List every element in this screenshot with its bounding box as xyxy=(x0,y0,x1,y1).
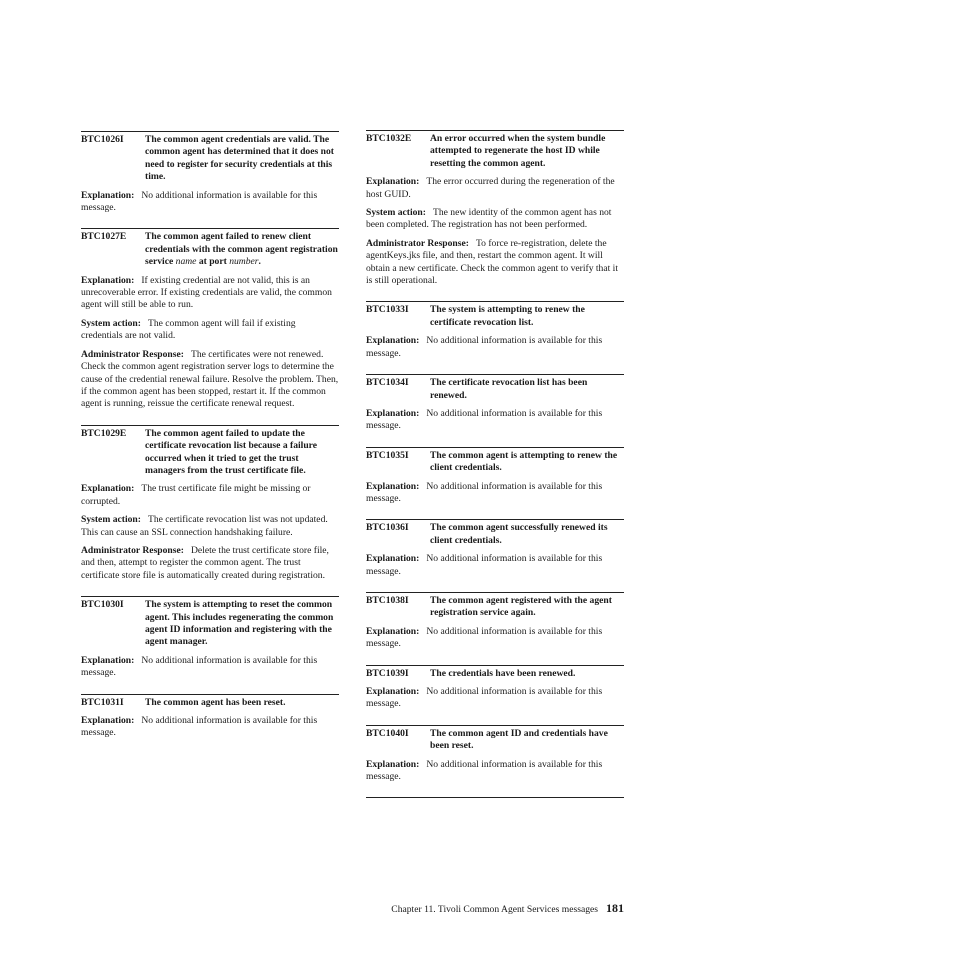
paragraph-label: Administrator Response: xyxy=(81,348,184,360)
paragraph-label: Administrator Response: xyxy=(366,237,469,249)
paragraph-text: No additional information is available for this message. xyxy=(366,625,603,650)
message-title: The common agent failed to update the certificate revocation list because a failure occurred when it tried to get the trust managers from the trust certificate file. xyxy=(145,427,318,476)
message-id: BTC1033I xyxy=(366,304,409,316)
paragraph-label: System action: xyxy=(366,207,426,219)
message-paragraph xyxy=(81,655,339,680)
message-title: The common agent has been reset. xyxy=(145,696,286,708)
message-title-text: . xyxy=(258,256,261,268)
message-paragraph xyxy=(81,349,339,411)
message-entry xyxy=(366,374,624,433)
paragraph-text: Delete the trust certificate store file, and then, attempt to register the common agent. The trust certificate store file is automatically created during registration. xyxy=(81,544,329,581)
paragraph-label: Explanation: xyxy=(81,715,135,727)
message-id: BTC1039I xyxy=(366,667,409,679)
page-footer xyxy=(376,901,624,916)
right-column xyxy=(366,130,624,798)
paragraph-label: Explanation: xyxy=(366,553,420,565)
message-entry xyxy=(366,665,624,711)
message-paragraph xyxy=(366,759,624,784)
message-entry xyxy=(81,694,339,740)
message-paragraph xyxy=(81,190,339,215)
message-id: BTC1038I xyxy=(366,594,409,606)
message-id: BTC1030I xyxy=(81,599,124,611)
paragraph-label: System action: xyxy=(81,317,141,329)
message-variable: number xyxy=(229,256,259,268)
paragraph-label: Administrator Response: xyxy=(81,544,184,556)
paragraph-text: The certificates were not renewed. Check the common agent registration server logs to determine the cause of the credential renewal failure. Resolve the problem. Then, if the common agent has been stopped, restart it. If the common agent is running, reissue the certificate renewal request. xyxy=(81,348,339,410)
message-paragraph xyxy=(366,335,624,360)
message-title: The common agent successfully renewed its client credentials. xyxy=(430,522,608,546)
message-header xyxy=(366,728,624,753)
paragraph-label: Explanation: xyxy=(366,176,420,188)
paragraph-text: No additional information is available for this message. xyxy=(366,758,603,783)
message-title: The system is attempting to reset the common agent. This includes regenerating the common agent ID information and registering with the agent manager. xyxy=(145,599,334,648)
message-title xyxy=(145,231,339,268)
message-title: The system is attempting to renew the certificate revocation list. xyxy=(430,304,585,328)
message-entry xyxy=(366,592,624,651)
message-header xyxy=(81,428,339,478)
message-paragraph xyxy=(366,238,624,288)
message-title-text: at port xyxy=(196,256,230,268)
message-id: BTC1027E xyxy=(81,231,127,243)
message-paragraph xyxy=(81,715,339,740)
paragraph-text: The error occurred during the regeneration of the host GUID. xyxy=(366,176,615,200)
message-paragraph xyxy=(81,318,339,343)
message-header xyxy=(81,697,339,709)
paragraph-label: Explanation: xyxy=(81,483,135,495)
message-entry xyxy=(81,131,339,214)
message-title: The common agent credentials are valid. The common agent has determined that it does not need to register for security credentials at this time. xyxy=(145,134,334,183)
paragraph-text: No additional information is available for this message. xyxy=(81,715,318,739)
paragraph-label: Explanation: xyxy=(81,189,135,201)
message-id: BTC1040I xyxy=(366,727,409,739)
message-entry xyxy=(366,301,624,360)
message-entry xyxy=(366,130,624,287)
paragraph-label: Explanation: xyxy=(366,686,420,697)
message-title: The certificate revocation list has been renewed. xyxy=(430,377,588,401)
message-header xyxy=(81,231,339,268)
message-paragraph xyxy=(366,176,624,201)
paragraph-label: Explanation: xyxy=(81,654,135,666)
message-id: BTC1031I xyxy=(81,696,124,708)
paragraph-text: The certificate revocation list was not updated. This can cause an SSL connection handshaking failure. xyxy=(81,514,328,538)
column-end-rule xyxy=(366,797,624,798)
paragraph-label: System action: xyxy=(81,514,141,526)
message-id: BTC1034I xyxy=(366,377,409,389)
paragraph-text: If existing credential are not valid, this is an unrecoverable error. If existing credentials are valid, the common agent will still be able to run. xyxy=(81,274,332,311)
message-entry xyxy=(81,596,339,679)
message-title: The common agent is attempting to renew the client credentials. xyxy=(430,449,618,474)
message-title: An error occurred when the system bundle attempted to regenerate the host ID while resetting the common agent. xyxy=(430,133,606,169)
paragraph-text: The new identity of the common agent has not been completed. The registration has not been performed. xyxy=(366,207,612,231)
message-paragraph xyxy=(366,481,624,506)
message-id: BTC1032E xyxy=(366,133,412,144)
message-paragraph xyxy=(81,545,339,582)
message-title-text: The common agent failed to renew client credentials with the common agent registration service xyxy=(145,231,338,268)
paragraph-text: No additional information is available for this message. xyxy=(81,189,318,214)
paragraph-text: No additional information is available for this message. xyxy=(366,553,603,577)
message-paragraph xyxy=(366,686,624,711)
paragraph-text: No additional information is available for this message. xyxy=(366,335,603,359)
message-entry xyxy=(81,228,339,410)
message-paragraph xyxy=(81,514,339,539)
message-id: BTC1035I xyxy=(366,449,409,461)
message-paragraph xyxy=(366,553,624,578)
paragraph-text: No additional information is available for this message. xyxy=(366,686,603,710)
message-title: The credentials have been renewed. xyxy=(430,667,576,679)
message-paragraph xyxy=(81,483,339,508)
paragraph-label: Explanation: xyxy=(366,335,420,347)
message-paragraph xyxy=(81,275,339,312)
message-id: BTC1029E xyxy=(81,427,127,439)
paragraph-text: No additional information is available for this message. xyxy=(366,480,603,504)
message-title: The common agent registered with the agent registration service again. xyxy=(430,594,612,619)
message-header xyxy=(366,522,624,547)
paragraph-label: Explanation: xyxy=(366,758,420,770)
left-column xyxy=(81,131,339,754)
message-header xyxy=(366,595,624,620)
paragraph-label: Explanation: xyxy=(366,407,420,419)
message-header xyxy=(366,377,624,402)
footer-chapter: Chapter 11. Tivoli Common Agent Services messages xyxy=(391,904,598,915)
message-variable: name xyxy=(175,256,197,268)
message-id: BTC1026I xyxy=(81,134,124,145)
message-header xyxy=(366,450,624,475)
message-entry xyxy=(366,725,624,784)
paragraph-label: Explanation: xyxy=(366,480,420,492)
message-entry xyxy=(366,447,624,506)
paragraph-label: Explanation: xyxy=(81,274,135,286)
message-paragraph xyxy=(366,207,624,232)
message-paragraph xyxy=(366,626,624,651)
paragraph-text: The trust certificate file might be missing or corrupted. xyxy=(81,483,311,507)
message-paragraph xyxy=(366,408,624,433)
message-header xyxy=(81,134,339,184)
paragraph-text: No additional information is available for this message. xyxy=(81,654,318,679)
message-header xyxy=(366,133,624,170)
page-number: 181 xyxy=(606,901,624,915)
paragraph-text: The common agent will fail if existing credentials are not valid. xyxy=(81,317,296,342)
message-header xyxy=(366,304,624,329)
message-entry xyxy=(81,425,339,582)
message-title: The common agent ID and credentials have been reset. xyxy=(430,727,608,752)
paragraph-text: No additional information is available for this message. xyxy=(366,407,603,432)
message-entry xyxy=(366,519,624,578)
message-header xyxy=(366,668,624,680)
message-id: BTC1036I xyxy=(366,522,409,534)
paragraph-text: To force re-registration, delete the agentKeys.jks file, and then, restart the common agent. It will obtain a new certificate. Check the common agent to verify that it is still operational. xyxy=(366,237,619,287)
message-header xyxy=(81,599,339,649)
paragraph-label: Explanation: xyxy=(366,625,420,637)
